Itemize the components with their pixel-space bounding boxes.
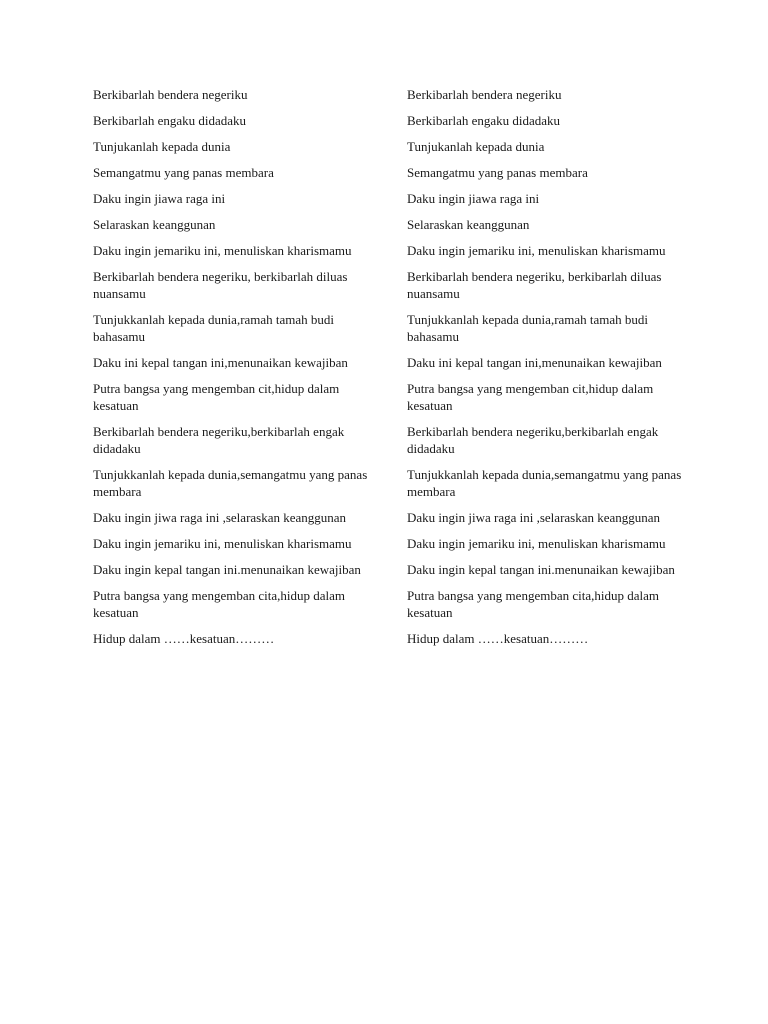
lyric-line-right-10: Daku ini kepal tangan ini,menunaikan kewajiban [407,355,662,370]
left-column [93,86,373,656]
lyric-line-right-9: Tunjukkanlah kepada dunia,ramah tamah budi bahasamu [407,312,649,344]
lyric-line-right-17: Putra bangsa yang mengemban cita,hidup dalam kesatuan [407,588,659,620]
lyric-line-left-11: Putra bangsa yang mengemban cit,hidup dalam kesatuan [93,381,340,413]
lyric-line-right-7: Daku ingin jemariku ini, menuliskan kharismamu [407,243,666,258]
lyric-line-left-7: Daku ingin jemariku ini, menuliskan kharismamu [93,243,352,258]
lyric-line-left-6: Selaraskan keanggunan [93,217,216,232]
lyric-line-left-9: Tunjukkanlah kepada dunia,ramah tamah budi bahasamu [93,312,335,344]
lyric-line-right-11: Putra bangsa yang mengemban cit,hidup dalam kesatuan [407,381,654,413]
lyric-line-left-12: Berkibarlah bendera negeriku,berkibarlah engak didadaku [93,424,345,456]
lyric-line-left-14: Daku ingin jiwa raga ini ,selaraskan keanggunan [93,510,347,525]
lyric-line-right-6: Selaraskan keanggunan [407,217,530,232]
lyric-line-right-4: Semangatmu yang panas membara [407,165,588,180]
lyric-line-left-4: Semangatmu yang panas membara [93,165,274,180]
lyric-line-right-18: Hidup dalam ……kesatuan……… [407,631,589,646]
lyric-line-left-3: Tunjukanlah kepada dunia [93,139,231,154]
lyric-line-right-2: Berkibarlah engaku didadaku [407,113,561,128]
right-column [407,86,687,656]
lyric-line-right-1: Berkibarlah bendera negeriku [407,87,562,102]
lyric-line-left-1: Berkibarlah bendera negeriku [93,87,248,102]
lyric-line-left-18: Hidup dalam ……kesatuan……… [93,631,275,646]
lyric-line-left-17: Putra bangsa yang mengemban cita,hidup dalam kesatuan [93,588,345,620]
lyric-line-right-8: Berkibarlah bendera negeriku, berkibarlah diluas nuansamu [407,269,662,301]
lyric-line-left-15: Daku ingin jemariku ini, menuliskan kharismamu [93,536,352,551]
lyric-line-right-15: Daku ingin jemariku ini, menuliskan kharismamu [407,536,666,551]
lyric-line-right-13: Tunjukkanlah kepada dunia,semangatmu yang panas membara [407,467,682,499]
lyric-line-left-8: Berkibarlah bendera negeriku, berkibarlah diluas nuansamu [93,269,348,301]
lyric-line-right-3: Tunjukanlah kepada dunia [407,139,545,154]
lyric-line-left-13: Tunjukkanlah kepada dunia,semangatmu yang panas membara [93,467,368,499]
lyric-line-left-10: Daku ini kepal tangan ini,menunaikan kewajiban [93,355,348,370]
lyric-line-left-16: Daku ingin kepal tangan ini.menunaikan kewajiban [93,562,361,577]
lyric-line-left-2: Berkibarlah engaku didadaku [93,113,247,128]
lyric-line-right-5: Daku ingin jiawa raga ini [407,191,540,206]
lyric-line-right-14: Daku ingin jiwa raga ini ,selaraskan keanggunan [407,510,661,525]
lyric-line-right-16: Daku ingin kepal tangan ini.menunaikan kewajiban [407,562,675,577]
lyric-line-left-5: Daku ingin jiawa raga ini [93,191,226,206]
lyric-line-right-12: Berkibarlah bendera negeriku,berkibarlah engak didadaku [407,424,659,456]
